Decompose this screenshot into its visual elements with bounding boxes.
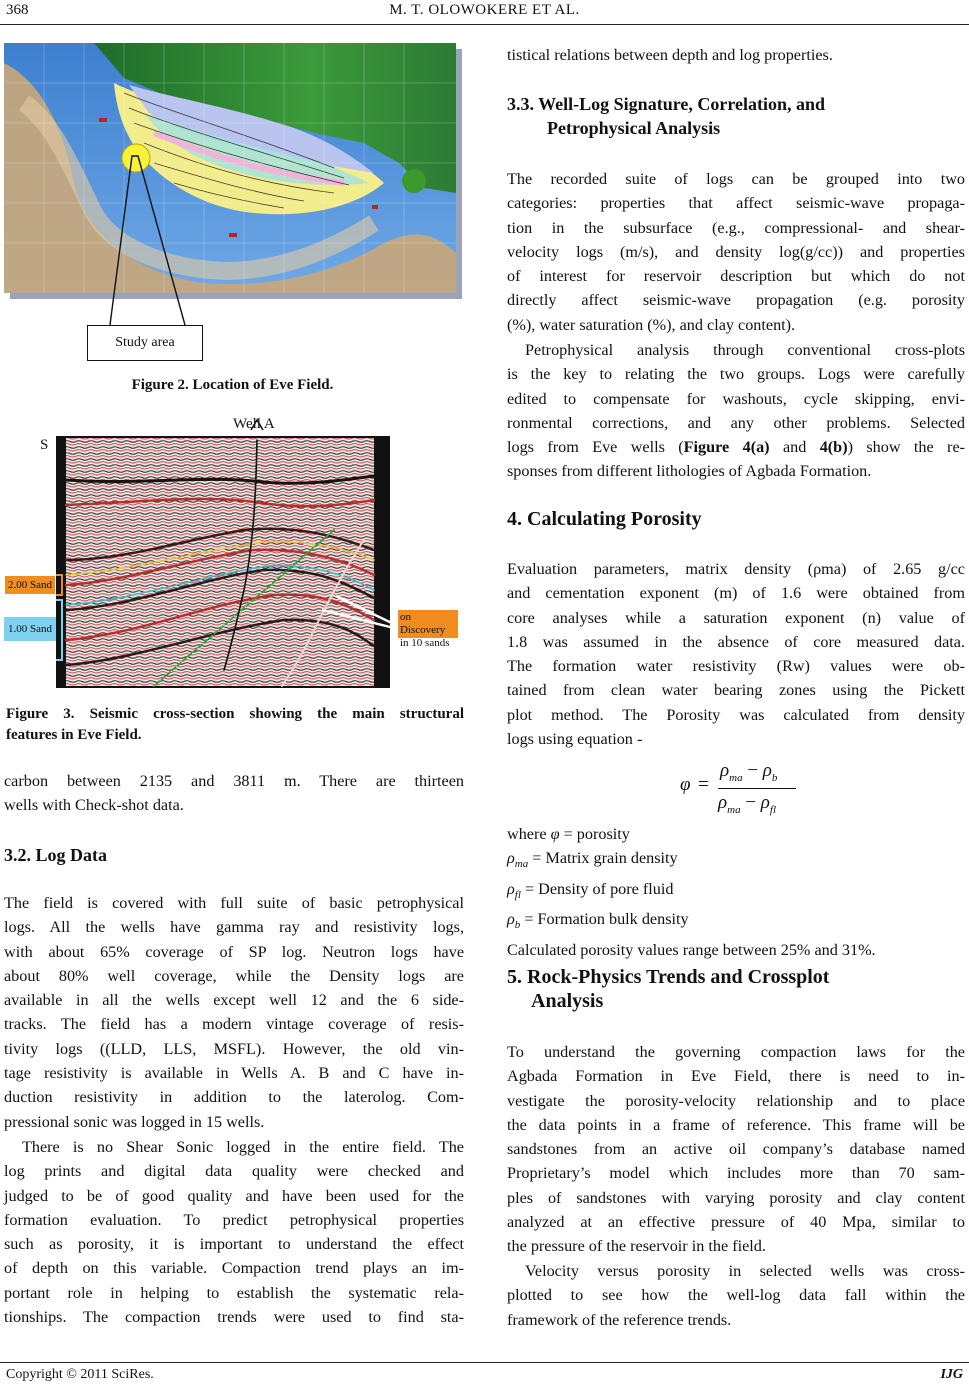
text-line: 1.8 was assumed in the absence of core measured data. xyxy=(507,632,965,651)
text-line: sandstones from an active oil company’s database named xyxy=(507,1140,965,1159)
sub-fl: fl xyxy=(769,803,777,816)
text-line: judged to be of good quality and have been used for the xyxy=(4,1186,464,1205)
heading-line: 5. Rock-Physics Trends and Crossplot xyxy=(507,966,830,988)
minus: − xyxy=(745,792,757,813)
text-line: directly affect seismic-wave propagation (e.g. porosity xyxy=(507,291,965,310)
text-line: tracks. The field has a modern vintage coverage of resis- xyxy=(4,1015,464,1034)
eq-numerator xyxy=(720,760,777,784)
text-line: the data points in a frame of reference. This frame will be xyxy=(507,1115,965,1134)
text-line: The field is covered with full suite of basic petrophysical xyxy=(4,894,464,912)
text-line xyxy=(507,435,965,459)
heading-line: Analysis xyxy=(531,990,604,1012)
rho: ρ xyxy=(507,879,515,898)
text-line: of interest for reservoir description but which do not xyxy=(507,267,965,286)
journal-abbrev: IJG xyxy=(940,1367,963,1382)
text-run: = Matrix grain density xyxy=(528,849,678,868)
section-4-heading: 4. Calculating Porosity xyxy=(507,508,702,530)
def-fl xyxy=(507,877,965,908)
text-run: = Formation bulk density xyxy=(520,910,689,929)
text-line: ples of sandstones with varying porosity and clay content xyxy=(507,1188,965,1207)
text-line: formation evaluation. To predict petrophysical properties xyxy=(4,1210,464,1229)
text-line: velocity logs (m/s), and density log(g/cc)) and properties xyxy=(507,242,965,261)
rho: ρ xyxy=(507,910,515,929)
sub-b: b xyxy=(771,771,778,784)
sand-1-label: 1.00 Sand xyxy=(4,617,56,641)
left-para-1 xyxy=(4,769,464,818)
s-label: S xyxy=(40,437,49,453)
text-line: duction resistivity in addition to the laterolog. Com- xyxy=(4,1088,464,1107)
text-line: Proprietary’s model which includes more than 70 sam- xyxy=(507,1164,965,1183)
text-line: edited to compensate for washouts, cycle skipping, envi- xyxy=(507,389,965,408)
right-para-3 xyxy=(507,557,965,751)
text-line: ronmental corrections, and any other problems. Selected xyxy=(507,413,965,432)
left-para-3 xyxy=(4,1135,464,1329)
text-line: tained from clean water bearing zones using the Pickett xyxy=(507,681,965,700)
text-line: wells with Check-shot data. xyxy=(4,796,184,815)
text-line: and cementation exponent (m) of 1.6 were obtained from xyxy=(507,584,965,603)
text-line: Petrophysical analysis through conventional cross-plots xyxy=(525,341,965,359)
text-line: (%), water saturation (%), and clay content). xyxy=(507,315,796,334)
text-line: plot method. The Porosity was calculated from density xyxy=(507,705,965,724)
text-line: the pressure of the reservoir in the field. xyxy=(507,1237,766,1256)
definitions xyxy=(507,822,965,962)
text-run: where xyxy=(507,825,551,843)
text-line: plotted to see how the well-log data fall within the xyxy=(507,1286,965,1305)
sub-ma: ma xyxy=(514,858,529,871)
text-line: tivity logs ((LLD, LLS, MSFL). However, the old vin- xyxy=(4,1039,464,1058)
text-line: pressional sonic was logged in 15 wells. xyxy=(4,1112,265,1131)
page-number: 368 xyxy=(6,2,29,18)
rho: ρ xyxy=(760,792,770,813)
discovery-line-1: on Discovery xyxy=(400,611,446,636)
figure3-caption-line-2: features in Eve Field. xyxy=(6,727,142,743)
text-line: log prints and digital data quality were checked and xyxy=(4,1162,464,1181)
right-para-0 xyxy=(507,43,965,67)
eq-equals: = xyxy=(698,774,709,795)
text-line: such as porosity, it is important to understand the effect xyxy=(4,1235,464,1254)
text-run: logs from Eve wells ( xyxy=(507,438,684,457)
text-line: available in all the wells except well 12 and the 6 side- xyxy=(4,991,464,1010)
text-run: = Density of pore fluid xyxy=(520,879,674,898)
def-phi xyxy=(507,822,965,846)
sub-fl: fl xyxy=(514,889,521,902)
heading-line: Petrophysical Analysis xyxy=(547,118,721,138)
copyright: Copyright © 2011 SciRes. xyxy=(6,1367,154,1382)
text-line: core analyses while a saturation exponent (n) value of xyxy=(507,608,965,627)
text-line: of depth on this variable. Compaction trend plays an im- xyxy=(4,1259,464,1278)
def-ma xyxy=(507,846,965,877)
text-line: portant role in helping to establish the systematic rela- xyxy=(4,1283,464,1302)
figure3-caption xyxy=(6,704,464,746)
discovery-label xyxy=(398,610,458,649)
right-para-2 xyxy=(507,338,965,484)
text-line: Agbada Formation in Eve Field, there is need to in- xyxy=(507,1067,965,1086)
well-a-label: Well A xyxy=(233,416,275,432)
text-line: There is no Shear Sonic logged in the entire field. The xyxy=(22,1138,464,1156)
text-line: is the key to relating the two groups. Logs were carefully xyxy=(507,365,965,384)
running-title: M. T. OLOWOKERE ET AL. xyxy=(389,2,580,18)
text-line: categories: properties that affect seismic-wave propaga- xyxy=(507,194,965,213)
eq-phi: φ xyxy=(680,774,691,795)
right-para-1 xyxy=(507,167,965,337)
text-run: ) show the re- xyxy=(847,438,966,457)
text-line: logs using equation - xyxy=(507,730,643,749)
rho: ρ xyxy=(762,760,772,781)
figure3-caption-line-1: Figure 3. Seismic cross-section showing the main structural xyxy=(6,706,464,722)
text-line: about 80% well coverage, while the Density logs are xyxy=(4,966,464,985)
figure-4b-ref: 4(b) xyxy=(819,438,848,457)
text-line: carbon between 2135 and 3811 m. There are thirteen xyxy=(4,772,464,790)
text-line: Calculated porosity values range between 25% and 31%. xyxy=(507,940,876,959)
sub-ma: ma xyxy=(729,771,743,784)
text-line: tionships. The compaction trends were used to find sta- xyxy=(4,1308,464,1327)
rho: ρ xyxy=(507,849,515,868)
text-line: analyzed at an effective pressure of 40 Mpa, similar to xyxy=(507,1213,965,1232)
phi: φ xyxy=(550,825,560,843)
discovery-line-2: in 10 sands xyxy=(400,637,450,649)
text-line: The formation water resistivity (Rw) values were ob- xyxy=(507,657,965,676)
right-para-5 xyxy=(507,1259,965,1332)
text-line: tistical relations between depth and log properties. xyxy=(507,46,833,64)
sub-b: b xyxy=(514,919,521,932)
sand-2-label: 2.00 Sand xyxy=(5,576,55,594)
text-line: sponses from different lithologies of Agbada Formation. xyxy=(507,462,872,481)
text-run: = porosity xyxy=(559,825,630,843)
text-line: Velocity versus porosity in selected wells was cross- xyxy=(525,1262,965,1280)
figure-4a-ref: Figure 4(a) xyxy=(683,438,770,457)
sub-ma: ma xyxy=(727,803,741,816)
figure3-seismic xyxy=(4,410,464,692)
rho: ρ xyxy=(718,792,728,813)
right-para-4 xyxy=(507,1040,965,1259)
minus: − xyxy=(747,760,759,781)
def-b xyxy=(507,907,965,938)
callout-pointer xyxy=(70,120,230,340)
rho: ρ xyxy=(720,760,730,781)
text-line: vestigate the porosity-velocity relationship and to place xyxy=(507,1091,965,1110)
section-5-heading xyxy=(507,965,829,1013)
text-line: tion in the subsurface (e.g., compressional- and shear- xyxy=(507,218,965,237)
text-line: with about 65% coverage of SP log. Neutron logs have xyxy=(4,942,464,961)
eq-fraction-bar xyxy=(718,788,796,789)
porosity-equation xyxy=(680,758,800,818)
eq-denominator xyxy=(718,792,776,816)
header-rule xyxy=(0,24,969,25)
text-run: and xyxy=(769,438,820,457)
text-line: framework of the reference trends. xyxy=(507,1310,732,1329)
left-para-2 xyxy=(4,891,464,1134)
section-3-2-heading: 3.2. Log Data xyxy=(4,845,107,865)
text-line: logs. All the wells have gamma ray and resistivity logs, xyxy=(4,918,464,937)
heading-line: 3.3. Well-Log Signature, Correlation, and xyxy=(507,94,826,114)
section-3-3-heading xyxy=(507,92,825,140)
figure2-caption: Figure 2. Location of Eve Field. xyxy=(131,377,334,393)
text-line: tage resistivity is available in Wells A. B and C have in- xyxy=(4,1064,464,1083)
footer-rule xyxy=(0,1362,969,1363)
text-line: The recorded suite of logs can be grouped into two xyxy=(507,170,965,188)
study-area-callout: Study area xyxy=(87,325,203,361)
text-line: Evaluation parameters, matrix density (ρma) of 2.65 g/cc xyxy=(507,560,965,578)
text-line: To understand the governing compaction laws for the xyxy=(507,1043,965,1061)
